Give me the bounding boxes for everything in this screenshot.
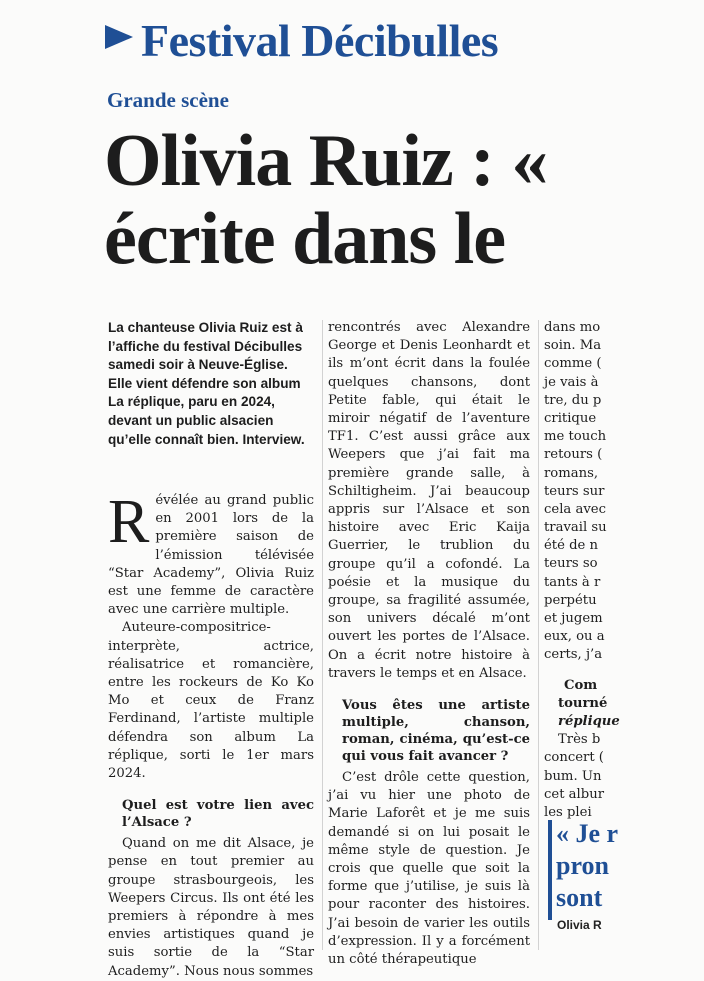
paragraph: Révélée au grand public en 2001 lors de la première saison de l’émission télévisée “Star Academy”, Olivia Ruiz est une femme de caractère avec une carrière multiple.: [108, 488, 314, 618]
text-line: certs, j’a: [544, 647, 603, 663]
column-3: [544, 319, 624, 822]
pullquote-credit: Olivia R: [557, 918, 602, 932]
text-line: dans mo: [544, 320, 601, 335]
text-line: teurs so: [544, 556, 598, 572]
kicker: Grande scène: [107, 88, 229, 112]
text-line: travail su: [544, 520, 607, 536]
interview-question: Com: [564, 677, 598, 693]
text-line: et jugem: [544, 611, 603, 626]
text-line: tre, du p: [544, 392, 602, 408]
headline: [104, 122, 704, 278]
headline-line-1: Olivia Ruiz : «: [104, 120, 548, 202]
text-line: bum. Un: [544, 768, 602, 784]
triangle-right-icon: [105, 25, 133, 49]
section-title: Festival Décibulles: [141, 15, 499, 66]
text-line: critique: [544, 410, 597, 426]
pullquote-line: sont: [556, 883, 603, 912]
text-line: soin. Ma: [544, 338, 602, 354]
column-1: [108, 488, 314, 981]
dropcap: R: [108, 488, 150, 556]
text-line: comme (: [544, 356, 602, 372]
paragraph: rencontrés avec Alexandre George et Denis Leonhardt et ils m’ont écrit dans la foulée quelques chansons, dont Petite fable, qui était le miroir négatif de l’aventure TF1. C’est aussi grâce aux Weepers que j’ai fait ma première grande salle, à Schiltigheim. J’ai beaucoup appris sur l’Alsace et son histoire avec Eric Kaija Guerrier, le trublion du groupe qu’il a cofondé. La poésie et la musique du groupe, sa fragilité assumée, son univers décalé m’ont ouvert les portes de l’Alsace. On a écrit notre histoire à travers le temps et en Alsace.: [328, 320, 530, 681]
text-line: Très b: [558, 732, 601, 748]
text-line: eux, ou a: [544, 629, 605, 645]
paragraph: C’est drôle cette question, j’ai vu hier une photo de Marie Laforêt et je me suis demandé si on lui posait le même style de question. Je crois que quelle que soit la forme que j’utilise, je suis là pour raconter des histoires. J’ai besoin de varier les outils d’expression. Il y a forcément un côté thérapeutique: [328, 770, 530, 968]
headline-line-2: écrite dans le: [104, 198, 506, 280]
text-line: me touch: [544, 429, 607, 445]
pullquote-line: « Je r: [556, 819, 619, 848]
text-line: teurs sur: [544, 483, 605, 499]
text-line: retours (: [544, 447, 603, 463]
column-2: [328, 319, 530, 969]
interview-question: Quel est votre lien avec l’Alsace ?: [122, 798, 314, 831]
pullquote: [556, 818, 619, 914]
text-line: concert (: [544, 750, 604, 766]
chapo: La chanteuse Olivia Ruiz est à l’affiche du festival Décibulles samedi soir à Neuve-Église. Elle vient défendre son album La réplique, paru en 2024, devant un public alsacien qu’elle connaît bien. Interview.: [108, 320, 305, 447]
text-line: romans,: [544, 465, 599, 481]
column-divider: [538, 320, 539, 950]
pullquote-line: pron: [556, 851, 609, 880]
column-divider: [322, 320, 323, 950]
section-header: [105, 14, 498, 67]
interview-question: réplique: [558, 713, 620, 729]
text-line: été de n: [544, 538, 599, 554]
paragraph: Auteure-compositrice-interprète, actrice, réalisatrice et romancière, entre les rockeurs de Ko Ko Mo et ceux de Franz Ferdinand, l’artiste multiple défendra son album La réplique, sorti le 1er mars 2024.: [108, 620, 314, 782]
interview-question: Vous êtes une artiste multiple, chanson, roman, cinéma, qu’est-ce qui vous fait avancer ?: [342, 698, 530, 765]
interview-question: tourné: [558, 695, 608, 711]
pullquote-rule: [548, 820, 552, 920]
text-line: les plei: [544, 804, 592, 820]
text-line: tants à r: [544, 574, 601, 590]
text-line: perpétu: [544, 592, 597, 608]
text-line: cela avec: [544, 501, 606, 517]
text-line: je vais à: [544, 374, 599, 390]
paragraph: Quand on me dit Alsace, je pense en tout premier au groupe strasbourgeois, les Weepers Circus. Ils ont été les premiers à répondre à mes envies artistiques quand je suis sortie de la “Star Academy”. Nous nous sommes: [108, 836, 314, 979]
text-line: cet albur: [544, 786, 605, 802]
